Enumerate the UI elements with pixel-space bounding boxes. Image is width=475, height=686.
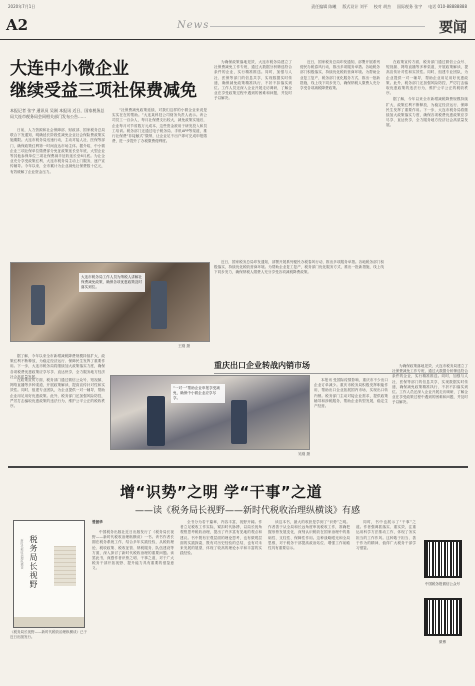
top-info-bar xyxy=(0,0,475,13)
article-column xyxy=(214,260,384,356)
article-column xyxy=(10,128,105,256)
author-name: 曾振华 xyxy=(92,520,103,524)
book-caption: 《税务局长视野——新时代税收治理纵横谈》已于近日出版发行。 xyxy=(10,630,87,639)
news-label: News xyxy=(177,20,210,31)
photo-caption xyxy=(79,273,145,292)
book-illustration xyxy=(54,546,76,586)
paragraph: 全书分为若干篇章，内容丰富，视野开阔。作者立足税收工作实际，紧扣时代脉搏，以局长视角观察思考税收治理，提出了许多富有见地的观点和建议。书中既有宏观层面的理论思考，也有微观层面的实践探索，既有对历史经验的总结，也有对未来发展的展望，体现了较高的理论水平和丰富的实践经验。 xyxy=(180,520,262,556)
feature-headline: 增“识势”之明 学“干事”之道 xyxy=(120,483,323,501)
page-number: A2 xyxy=(6,16,29,34)
photo-figure xyxy=(31,285,45,325)
paragraph: 在政策宣传方面，税务部门通过微信公众号、短视频、网络直播等多种渠道，开展政策解读，提高宣传针对性和实效性。同时，组建专业团队，为企业提供一对一辅导，帮助企业用足用好优惠政策。此外，税务部门还加强风险防控，严厉打击骗取优惠政策的违法行为，维护公平公正的税收秩序。 xyxy=(386,60,468,96)
paragraph: 据了解，今年以来全市新增减税降费规模持续扩大，政策红利不断释放，为稳定经济运行、保障民生发挥了重要作用。下一步，大连市税务局将继续加大政策落实力度，确保各项税费优惠政策应享尽享、直达快享，全力服务地方经济社会高质量发展。 xyxy=(10,354,105,379)
photo-credit xyxy=(240,452,310,460)
feature-column xyxy=(268,520,350,680)
lead-headline xyxy=(10,58,210,102)
credit-item: 校对 胡杰 xyxy=(373,4,391,9)
paragraph: 近日，国家税务总局印发通知，部署开展系列便民办税春风行动，推出多项服务举措。各地税务部门积极落实，持续优化税收营商环境。为帮助企业复工复产，税务部门优化服务方式，推出一批新措施，线上线下同步发力，确保纳税人缴费人充分享受各项减税降费政策。 xyxy=(300,60,380,91)
paragraph: 读这本书，最大的收获是学到了“识势”之明。作者善于从全局和长远角度审视税收工作，准确把握形势发展变化，深刻认识税收在国家治理中的基础性、支柱性、保障性作用。这种战略眼光和全局思维，对于税务干部提高政治站位、增强工作前瞻性具有重要启示。 xyxy=(268,520,350,551)
section-rule xyxy=(8,466,468,468)
qr-code xyxy=(424,598,462,636)
caption-text: 大连市税务局工作人员为纳税人讲解社保费减免政策，确保各项优惠政策及时落实到位。 xyxy=(81,275,143,289)
article-column xyxy=(392,364,468,454)
book-title: 税务局长视野 xyxy=(29,535,38,589)
paragraph: “社保费减免政策延续，对我们这样的小微企业来说是实实在在的帮助。”大连某科技公司财务负责人表示。该公司员工一百余人，每月社保费支出较大，减免政策实施后，企业每月可节省数万元成本，这些资金被用于研发投入和员工培训。税务部门还通过电子税务局、手机APP等渠道，推行社保费“非接触式”缴纳，让企业足不出户即可完成申报缴费，进一步提升了办税缴费便利度。 xyxy=(112,108,207,144)
photo-figure xyxy=(231,400,247,444)
paragraph: 同时，书中也展示了“干事”之道。作者强调抓落实、重实效，注重运用科学方法推动工作，体现了务实担当的工作作风。这种敢于担当、善于作为的精神，值得广大税务干部学习借鉴。 xyxy=(356,520,416,551)
section-title: 要闻 xyxy=(439,20,467,36)
paragraph: 近日，国家税务总局印发通知，部署开展系列便民办税春风行动，推出多项服务举措。各地税务部门积极落实，持续优化税收营商环境。为帮助企业复工复产，税务部门优化服务方式，推出一批新措施，线上线下同步发力，确保纳税人缴费人充分享受各项减税降费政策。 xyxy=(214,260,384,275)
photo-credit xyxy=(130,344,190,352)
feature-column xyxy=(356,520,416,680)
credit-item: 电话 010-88888888 xyxy=(428,4,467,9)
editor-credits xyxy=(311,4,467,10)
feature-column xyxy=(92,530,174,680)
secondary-headline: 重庆出口企业转战内销市场 xyxy=(214,361,310,370)
feature-column xyxy=(180,520,262,680)
article-column xyxy=(112,108,207,256)
article-column xyxy=(214,60,292,256)
article-column xyxy=(10,378,105,456)
book-subtitle: 新时代税收治理纵横谈 xyxy=(20,539,24,569)
paragraph: 中国税务出版社近日出版发行了《税务局长视野——新时代税收治理纵横谈》一书。该书作者长期在税务系统工作，结合多年实践经验，从税收理论、税收政策、税收征管、纳税服务、队伍建设等方面，深入探讨了新时代税收治理的重要问题。读罢此书，深感作者识势之明、干事之道，对于广大税务干部开拓视野、提升能力具有重要的借鉴意义。 xyxy=(92,530,174,571)
credit-item: 国际税务 张宇 xyxy=(397,4,423,9)
qr-caption: 中国税务报微信公众号 xyxy=(425,582,460,586)
credit-item: 版式设计 刘平 xyxy=(342,4,368,9)
credit-item: 责任编辑 陈曦 xyxy=(311,4,337,9)
book-cover xyxy=(13,520,85,628)
page-header xyxy=(0,14,475,40)
lead-byline: 本报记者 张宇 通讯员 吴刚 本报讯 近日，国家税务总局大连市税务局会同相关部门发布公告…… xyxy=(10,108,105,119)
article-column xyxy=(386,60,468,360)
lead-headline-line-2: 继续受益三项社保费减免 xyxy=(10,81,197,101)
photo-caption xyxy=(171,384,225,403)
paragraph: 据了解，今年以来全市新增减税降费规模持续扩大，政策红利不断释放，为稳定经济运行、保障民生发挥了重要作用。下一步，大连市税务局将继续加大政策落实力度，确保各项税费优惠政策应享尽享、直达快享，全力服务地方经济社会高质量发展。 xyxy=(386,97,468,128)
qr-caption: 微博 xyxy=(439,640,446,644)
paragraph: 在政策宣传方面，税务部门通过微信公众号、短视频、网络直播等多种渠道，开展政策解读，提高宣传针对性和实效性。同时，组建专业团队，为企业提供一对一辅导，帮助企业用足用好优惠政策。此外，税务部门还加强风险防控，严厉打击骗取优惠政策的违法行为，维护公平公正的税收秩序。 xyxy=(10,378,105,409)
lead-headline-line-1: 大连中小微企业 xyxy=(10,59,129,79)
credit-text: 王刚 摄 xyxy=(178,344,190,348)
book-band xyxy=(14,617,84,627)
credit-text: 吴刚 摄 xyxy=(298,452,310,456)
paragraph: 本报讯 受国际疫情影响，重庆市不少出口企业订单减少。重庆市税务局积极发挥职能作用，帮助出口企业拓展国内市场，实现出口转内销。税务部门主动对接企业需求，提供政策辅导和涉税服务，帮助企业转型发展，稳定生产经营。 xyxy=(314,378,388,409)
article-column xyxy=(314,378,388,454)
paragraph: 日前，人力资源和社会保障部、财政部、国家税务总局联合下发通知，明确延长阶段性减免企业社会保险费政策实施期限。大连市税务局迅速行动，主动对接人社、医保等部门，确保政策红利第一时间直达市场主体。据介绍，中小微企业三项社保单位缴费部分免征政策延长至年底，大型企业等其他参保单位三项社保费减半征收延长至6月底。为让企业充分享受政策红利，大连市税务局主动上门服务，逐户宣传辅导。今年以来，全市累计为企业减免社保费数十亿元，有效缓解了企业资金压力。 xyxy=(10,128,105,174)
issue-date: 2020年7月1日 xyxy=(8,4,36,9)
paragraph: 为确保政策落地见效，大连市税务局建立了社保费减免工作专班，通过大数据分析筛选符合条件的企业，实行精准推送。同时，加强与人社、医保等部门的信息共享，实现数据实时传递，确保减免政策精准执行、不折不扣落实到位。工作人员还深入企业开展走访调研，了解企业在享受政策过程中遇到的困难和问题，并及时予以解决。 xyxy=(392,364,468,405)
feature-subtitle: ——读《税务局长视野——新时代税收治理纵横谈》有感 xyxy=(135,506,361,516)
second-photo xyxy=(110,375,310,450)
caption-text: “一对一”帮助企业申报享受减免，确保中小微企业应享尽享。 xyxy=(173,386,220,400)
header-rule xyxy=(210,26,425,27)
photo-figure xyxy=(151,281,167,329)
lead-photo xyxy=(10,262,210,342)
article-column xyxy=(300,60,380,256)
paragraph: 为确保政策落地见效，大连市税务局建立了社保费减免工作专班，通过大数据分析筛选符合条件的企业，实行精准推送。同时，加强与人社、医保等部门的信息共享，实现数据实时传递，确保减免政策精准执行、不折不扣落实到位。工作人员还深入企业开展走访调研，了解企业在享受政策过程中遇到的困难和问题，并及时予以解决。 xyxy=(214,60,292,101)
article-column xyxy=(10,354,105,379)
photo-figure xyxy=(147,396,165,446)
qr-code xyxy=(424,540,462,578)
feature-author xyxy=(92,520,112,528)
